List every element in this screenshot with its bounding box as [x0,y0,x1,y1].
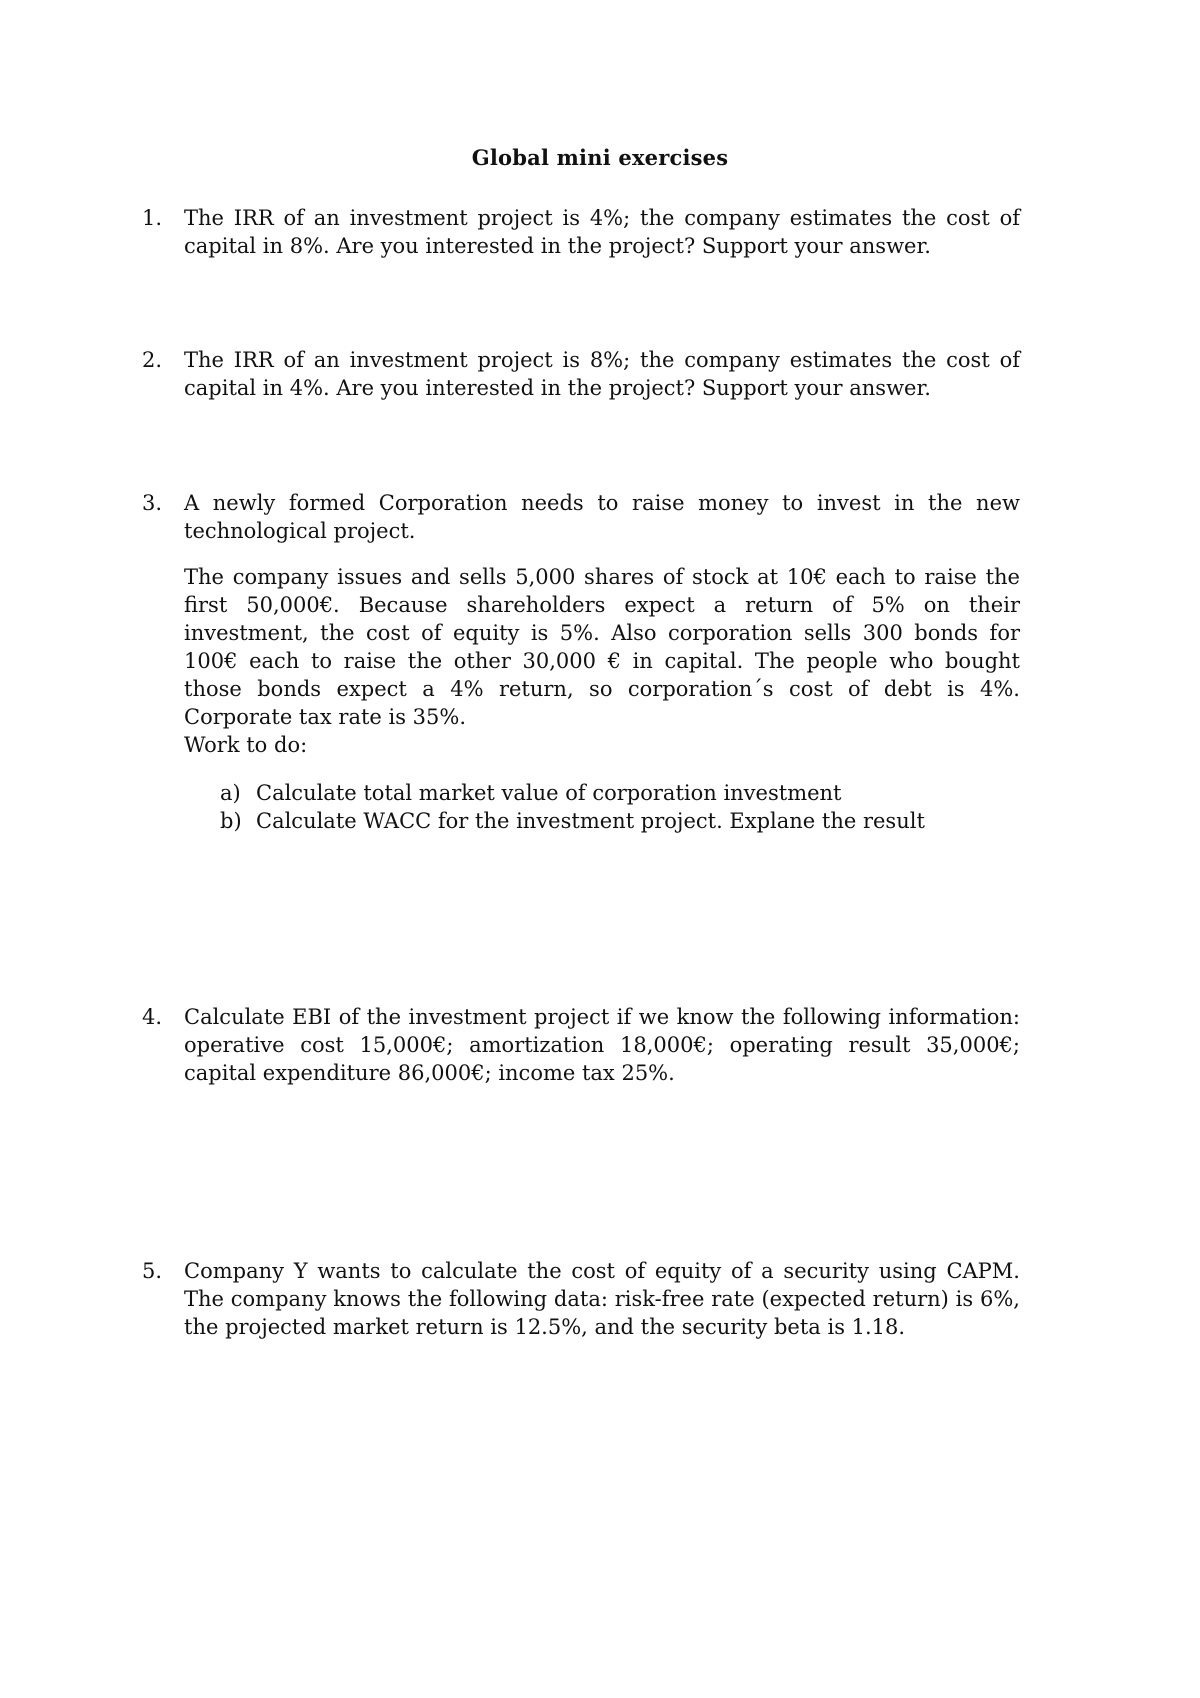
question-text: Company Y wants to calculate the cost of equity of a security using CAPM. The company knows the following data: risk-free rate (expected return) is 6%, the projected market return is 12.5%, and the security beta is 1.18. [184,1259,1020,1339]
document-title: Global mini exercises [471,145,729,170]
task-item-a [220,779,1020,807]
question-number: 4. [142,1005,163,1029]
task-letter: b) [220,809,242,833]
question-text: The IRR of an investment project is 4%; the company estimates the cost of capital in 8%. Are you interested in the project? Support your answer. [184,206,1020,258]
question-5 [142,1257,1020,1341]
question-number: 1. [142,206,163,230]
question-text: Calculate EBI of the investment project if we know the following information: operative cost 15,000€; amortization 18,000€; operating result 35,000€; capital expenditure 86,000€; income tax 25%. [184,1005,1020,1085]
work-to-do-label: Work to do: [184,733,308,757]
task-list [220,779,1020,835]
question-text: The IRR of an investment project is 8%; the company estimates the cost of capital in 4%. Are you interested in the project? Support your answer. [184,348,1020,400]
question-text: A newly formed Corporation needs to raise money to invest in the new technological project. [184,491,1020,543]
question-2 [142,346,1020,402]
task-text: Calculate total market value of corporation investment [256,781,842,805]
question-number: 5. [142,1259,163,1283]
question-number: 3. [142,491,163,515]
task-text: Calculate WACC for the investment project. Explane the result [256,809,925,833]
task-letter: a) [220,781,241,805]
question-4 [142,1003,1020,1087]
question-1 [142,204,1020,260]
task-item-b [220,807,1020,835]
question-paragraph: The company issues and sells 5,000 shares of stock at 10€ each to raise the first 50,000€. Because shareholders expect a return of 5% on their investment, the cost of equity is 5%. Also corporation sells 300 bonds for 100€ each to raise the other 30,000 € in capital. The people who bought those bonds expect a 4% return, so corporation´s cost of debt is 4%. Corporate tax rate is 35%. [184,565,1020,729]
question-number: 2. [142,348,163,372]
question-3 [142,489,1020,835]
